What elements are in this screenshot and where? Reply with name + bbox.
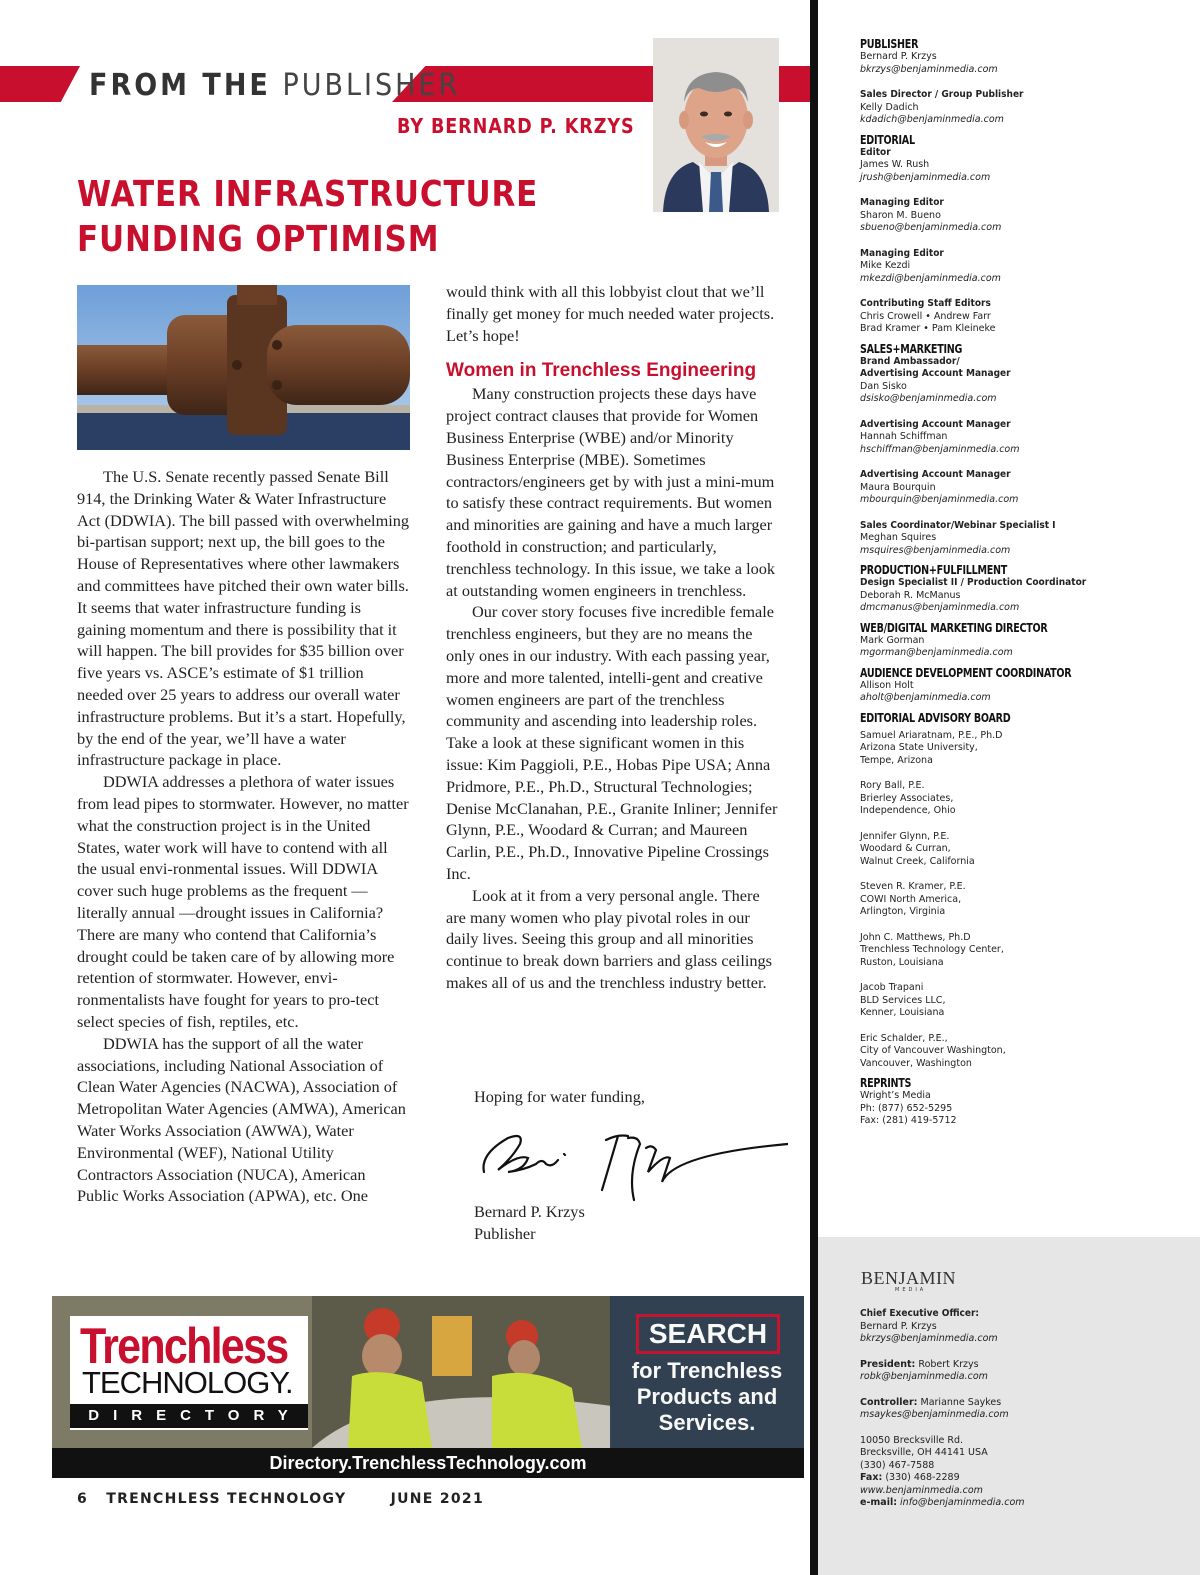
- board-name: Jennifer Glynn, P.E.: [860, 830, 950, 842]
- publisher-headshot: [653, 38, 779, 212]
- staff-role: Managing Editor: [860, 197, 944, 208]
- board-affiliation: Trenchless Technology Center,: [860, 944, 1004, 955]
- staff-email[interactable]: mkezdi@benjaminmedia.com: [860, 272, 1001, 284]
- section-kicker: [89, 68, 460, 103]
- masthead-heading: AUDIENCE DEVELOPMENT COORDINATOR: [860, 664, 1072, 680]
- board-location: Independence, Ohio: [860, 805, 956, 816]
- reprints-company: Wright’s Media: [860, 1090, 931, 1101]
- paragraph: DDWIA addresses a plethora of water issues from lead pipes to stormwater. However, no matter what the construction project is in the United States, water work will have to contend with all the usual envi-ronmental issues. Will DDWIA cover such huge problems as the frequent — literally annual —drought issues in California? There are many who contend that California’s drought could be taken care of by allowing more retention of stormwater. However, envi-ronmentalists have fought for years to pro-tect select species of fish, reptiles, etc.: [77, 772, 409, 1031]
- paragraph: Many construction projects these days have project contract clauses that provide for Women Business Enterprise (WBE) and/or Minority Business Enterprise (MBE). Sometimes contractors/engineers get by with just a mini-mum to satisfy these contract requirements. But women and minorities are gaining and have a much larger foothold in construction; and particularly, trenchless technology. In this issue, we take a look at outstanding women engineers in trenchless.: [446, 384, 776, 600]
- signature-block: [474, 1201, 585, 1245]
- staff-email[interactable]: dmcmanus@benjaminmedia.com: [860, 602, 1020, 613]
- staff-name: Deborah R. McManus: [860, 589, 961, 601]
- company-email-line: [860, 1497, 1190, 1510]
- board-location: Arlington, Virginia: [860, 906, 946, 917]
- publisher-portrait-image: [653, 38, 779, 212]
- masthead-heading: WEB/DIGITAL MARKETING DIRECTOR: [860, 619, 1048, 635]
- staff-email[interactable]: mbourquin@benjaminmedia.com: [860, 494, 1019, 505]
- advisory-board-member: [860, 932, 1190, 970]
- paragraph: DDWIA has the support of all the water associations, including National Association of Clean Water Agencies (NACWA), Association of Metropolitan Water Agencies (AMWA), American Water Works Association (AWWA), Water Environmental (WEF), National Utility Contractors Association (NUCA), American Public Works Association (APWA), etc. One: [77, 1033, 406, 1206]
- staff-name: Meghan Squires: [860, 532, 937, 543]
- logo-trenchless: Trenchless: [80, 1318, 288, 1374]
- ad-tagline: for Trenchless Products and Services.: [631, 1358, 783, 1435]
- company-phone: (330) 467-7588: [860, 1459, 935, 1471]
- staff-email[interactable]: hschiffman@benjaminmedia.com: [860, 443, 1020, 455]
- board-location: Ruston, Louisiana: [860, 956, 944, 968]
- advisory-board-member: [860, 881, 1190, 919]
- benjamin-media-logo: [861, 1268, 956, 1293]
- staff-role: Sales Coordinator/Webinar Specialist I: [860, 519, 1056, 531]
- advisory-board-member: [860, 1033, 1190, 1071]
- exec-line: [860, 1359, 1190, 1372]
- staff-name: Bernard P. Krzys: [860, 51, 937, 62]
- company-contacts: [860, 1308, 1190, 1510]
- company-fax: [860, 1472, 1190, 1485]
- staff-email[interactable]: aholt@benjaminmedia.com: [860, 692, 991, 703]
- column-divider: [810, 0, 818, 1575]
- board-name: Samuel Ariaratnam, P.E., Ph.D: [860, 729, 1003, 741]
- article-column-right: [446, 281, 782, 994]
- staff-name: Mark Gorman: [860, 634, 925, 646]
- fax-label: Fax:: [860, 1472, 883, 1483]
- pipe-valve-image: [77, 285, 410, 450]
- advisory-board-member: [860, 831, 1190, 869]
- fax-number: (330) 468-2289: [885, 1472, 960, 1483]
- staff-email[interactable]: msquires@benjaminmedia.com: [860, 544, 1011, 556]
- exec-role: Chief Executive Officer:: [860, 1308, 980, 1319]
- closing-line: Hoping for water funding,: [474, 1087, 645, 1106]
- email-label: e-mail:: [860, 1497, 898, 1508]
- staff-name: Brad Kramer • Pam Kleineke: [860, 323, 996, 334]
- paragraph: Look at it from a very personal angle. There are many women who play pivotal roles in our daily lives. Seeing this group and all minorities continue to break down barriers and glass ceilings makes all of us and the trenchless industry better.: [446, 885, 772, 992]
- logo-subtitle: MEDIA: [895, 1287, 927, 1293]
- exec-line: [860, 1397, 1190, 1410]
- board-affiliation: COWI North America,: [860, 893, 962, 905]
- paragraph-continued: would think with all this lobbyist clout that we’ll finally get money for much needed water projects. Let’s hope!: [446, 282, 775, 345]
- logo-technology: TECHNOLOGY.: [82, 1365, 293, 1400]
- staff-name: Kelly Dadich: [860, 101, 919, 113]
- address-line: Brecksville, OH 44141 USA: [860, 1447, 988, 1458]
- staff-role: Advertising Account Manager: [860, 469, 1011, 480]
- headline-line-1: WATER INFRASTRUCTURE: [77, 174, 539, 215]
- board-affiliation: City of Vancouver Washington,: [860, 1045, 1006, 1056]
- board-affiliation: Woodard & Curran,: [860, 843, 951, 854]
- staff-role: Advertising Account Manager: [860, 418, 1011, 430]
- staff-email[interactable]: sbueno@benjaminmedia.com: [860, 222, 1002, 233]
- pipe-valve-photo: [77, 285, 410, 450]
- paragraph: The U.S. Senate recently passed Senate Bill 914, the Drinking Water & Water Infrastructure Act (DDWIA). The bill passed with overwhelming bi-partisan support; next up, the bill goes to the House of Representatives where other lawmakers and committees have pitched their own water bills. It seems that water infrastructure funding is gaining momentum and there is possibility that it will happen. The bill provides for $35 billion over five years vs. ASCE’s estimate of $1 trillion needed over 25 years to address our overall water infrastructure problems. But it’s a start. Hopefully, by the end of the year, we’ll have a water infrastructure package in place.: [77, 467, 410, 770]
- staff-role: Contributing Staff Editors: [860, 298, 991, 309]
- staff-role: Managing Editor: [860, 247, 944, 259]
- logo-wordmark: BENJAMIN: [861, 1268, 957, 1288]
- staff-role: Brand Ambassador/: [860, 355, 960, 367]
- board-name: John C. Matthews, Ph.D: [860, 931, 971, 943]
- magazine-name: TRENCHLESS TECHNOLOGY: [106, 1491, 347, 1507]
- board-location: Vancouver, Washington: [860, 1057, 972, 1069]
- signer-title: Publisher: [474, 1224, 536, 1243]
- reprints-fax: Fax: (281) 419-5712: [860, 1115, 957, 1126]
- staff-name: James W. Rush: [860, 159, 930, 170]
- masthead-heading: REPRINTS: [860, 1075, 912, 1090]
- advisory-board-member: [860, 982, 1190, 1020]
- page-footer: [77, 1491, 484, 1507]
- staff-email[interactable]: mgorman@benjaminmedia.com: [860, 647, 1013, 658]
- article-column-left: [77, 466, 411, 1207]
- ad-search-button[interactable]: SEARCH: [636, 1314, 780, 1354]
- exec-email[interactable]: bkrzys@benjaminmedia.com: [860, 1333, 998, 1344]
- ad-url-link[interactable]: Directory.TrenchlessTechnology.com: [52, 1448, 804, 1478]
- staff-email[interactable]: dsisko@benjaminmedia.com: [860, 393, 997, 404]
- masthead-heading: PRODUCTION+FULFILLMENT: [860, 562, 1008, 577]
- staff-role: Sales Director / Group Publisher: [860, 89, 1024, 100]
- directory-logo: [70, 1316, 308, 1430]
- logo-directory: DIRECTORY: [70, 1404, 308, 1428]
- board-location: Kenner, Louisiana: [860, 1007, 945, 1018]
- ad-cta-panel: [610, 1296, 804, 1448]
- staff-role: Editor: [860, 146, 891, 158]
- board-name: Steven R. Kramer, P.E.: [860, 881, 966, 892]
- company-website[interactable]: www.benjaminmedia.com: [860, 1484, 983, 1496]
- page-number: 6: [77, 1491, 89, 1507]
- byline: BY BERNARD P. KRZYS: [397, 114, 635, 138]
- header-red-band-left: [0, 66, 80, 102]
- staff-name: Hannah Schiffman: [860, 431, 948, 442]
- masthead-heading: PUBLISHER: [860, 36, 919, 51]
- advisory-board-member: [860, 780, 1190, 818]
- board-location: Tempe, Arizona: [860, 754, 933, 766]
- issue-date: JUNE 2021: [390, 1491, 484, 1507]
- staff-name: Maura Bourquin: [860, 481, 936, 493]
- board-affiliation: BLD Services LLC,: [860, 994, 946, 1006]
- exec-name: Robert Krzys: [918, 1358, 979, 1370]
- staff-name: Mike Kezdi: [860, 260, 911, 271]
- exec-role: Controller:: [860, 1396, 918, 1408]
- masthead-sidebar: [860, 36, 1190, 1128]
- advisory-board-member: [860, 730, 1190, 768]
- section-kicker-bold: FROM THE: [89, 68, 271, 103]
- masthead-heading: SALES+MARKETING: [860, 340, 963, 356]
- staff-name: Sharon M. Bueno: [860, 209, 941, 221]
- exec-email[interactable]: robk@benjaminmedia.com: [860, 1371, 988, 1382]
- staff-name: Dan Sisko: [860, 380, 907, 392]
- address-line: 10050 Brecksville Rd.: [860, 1434, 964, 1446]
- staff-email[interactable]: bkrzys@benjaminmedia.com: [860, 63, 998, 75]
- section-kicker-light: PUBLISHER: [282, 68, 461, 103]
- exec-name: Marianne Saykes: [920, 1396, 1002, 1408]
- article-subhead: Women in Trenchless Engineering: [446, 360, 757, 382]
- company-email[interactable]: info@benjaminmedia.com: [900, 1497, 1025, 1508]
- directory-advertisement[interactable]: [52, 1296, 804, 1478]
- staff-email[interactable]: kdadich@benjaminmedia.com: [860, 114, 1004, 125]
- headline-line-2: FUNDING OPTIMISM: [77, 219, 440, 260]
- paragraph: Our cover story focuses five incredible female trenchless engineers, but they are no means the only ones in our industry. With each passing year, more and more talented, intelli-gent and creative women engineers are part of the trenchless community and ascending into leadership roles. Take a look at these significant women in this issue: Kim Paggioli, P.E., Hobas Pipe USA; Anna Pridmore, P.E., Ph.D., Structural Technologies; Denise McClanahan, P.E., Granite Inliner; Jennifer Glynn, P.E., Woodard & Curran; and Maureen Carlin, P.E., Ph.D., Innovative Pipeline Crossings Inc.: [446, 602, 778, 883]
- board-name: Rory Ball, P.E.: [860, 780, 925, 791]
- masthead-heading: EDITORIAL: [860, 131, 915, 147]
- handwritten-signature: [478, 1124, 788, 1206]
- board-location: Walnut Creek, California: [860, 855, 975, 867]
- board-affiliation: Arizona State University,: [860, 742, 978, 753]
- article-headline: [77, 172, 538, 262]
- board-name: Jacob Trapani: [860, 982, 924, 993]
- staff-role: Design Specialist II / Production Coordinator: [860, 577, 1087, 588]
- board-name: Eric Schalder, P.E.,: [860, 1032, 948, 1044]
- reprints-phone: Ph: (877) 652-5295: [860, 1102, 953, 1114]
- staff-name: Chris Crowell • Andrew Farr: [860, 310, 991, 322]
- signer-name: Bernard P. Krzys: [474, 1202, 585, 1221]
- staff-email[interactable]: jrush@benjaminmedia.com: [860, 171, 991, 183]
- exec-email[interactable]: msaykes@benjaminmedia.com: [860, 1409, 1009, 1420]
- board-affiliation: Brierley Associates,: [860, 792, 954, 804]
- exec-name: Bernard P. Krzys: [860, 1320, 937, 1332]
- exec-role: President:: [860, 1358, 916, 1370]
- staff-name: Allison Holt: [860, 679, 914, 691]
- masthead-heading: EDITORIAL ADVISORY BOARD: [860, 709, 1011, 725]
- staff-role: Advertising Account Manager: [860, 368, 1011, 379]
